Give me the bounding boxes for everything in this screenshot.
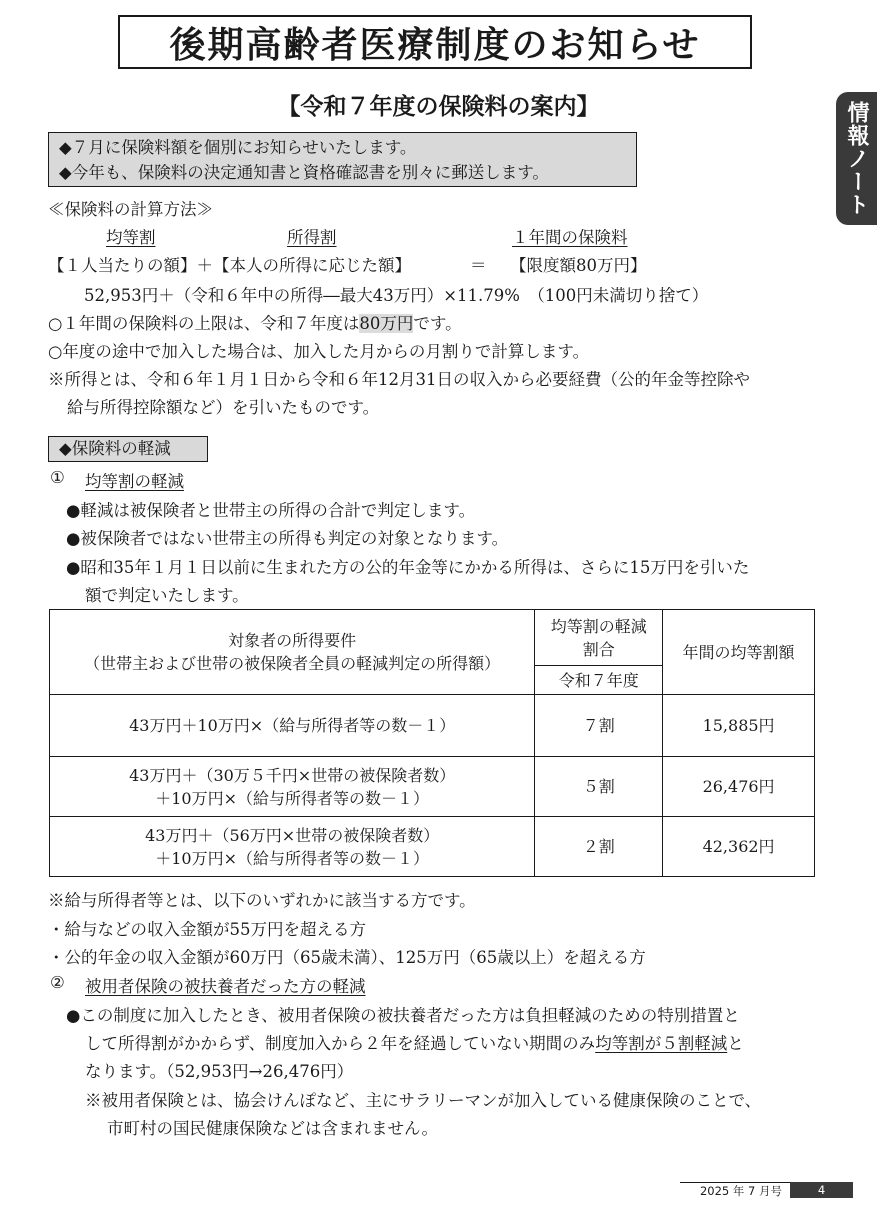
item1-title: 均等割の軽減 (85, 472, 184, 491)
table-header-row (50, 610, 815, 666)
footer-issue-date: 2025 年 7 月号 (680, 1182, 790, 1198)
income-note-2: 給与所得控除額など）を引いたものです。 (67, 398, 380, 417)
table-row (50, 757, 815, 817)
reduction-table (49, 609, 815, 877)
footer-page-number: 4 (790, 1182, 853, 1198)
reduction-bullet-3: ●昭和35年１月１日以前に生まれた方の公的年金等にかかる所得は、さらに15万円を引いた (66, 558, 750, 577)
limit-before: ○１年間の保険料の上限は、令和７年度は (48, 314, 360, 333)
row-requirement: 43万円＋10万円×（給与所得者等の数－１） (50, 695, 535, 757)
row-rate: ７割 (535, 695, 663, 757)
employee-criteria-1: ・給与などの収入金額が55万円を超える方 (48, 920, 366, 939)
limit-line (48, 310, 462, 334)
term-equal: 均等割 (106, 228, 156, 247)
row-requirement: 43万円＋（30万５千円×世帯の被保険者数） ＋10万円×（給与所得者等の数－１） (50, 757, 535, 817)
term-income: 所得割 (287, 228, 337, 247)
side-tab-info-note: 情報ノート (836, 92, 877, 225)
header-rate: 均等割の軽減 割合 (535, 610, 663, 666)
row-rate: ５割 (535, 757, 663, 817)
page-title: 後期高齢者医療制度のお知らせ (118, 15, 752, 69)
row-requirement: 43万円＋（56万円×世帯の被保険者数） ＋10万円×（給与所得者等の数－１） (50, 817, 535, 877)
item2-title: 被用者保険の被扶養者だった方の軽減 (85, 977, 366, 996)
item1-number: ① (50, 468, 65, 487)
item2-line-2: して所得割がかからず、制度加入から２年を経過していない期間のみ均等割が５割軽減と (85, 1034, 744, 1053)
item2-number: ② (50, 973, 65, 992)
reduction-bullet-2: ●被保険者ではない世帯主の所得も判定の対象となります。 (66, 529, 509, 548)
header-amount: 年間の均等割額 (663, 610, 815, 695)
row-rate: ２割 (535, 817, 663, 877)
reduction-bullet-3-cont: 額で判定いたします。 (85, 586, 249, 605)
item2-note-1: ※被用者保険とは、協会けんぽなど、主にサラリーマンが加入している健康保険のことで、 (85, 1091, 762, 1110)
formula-equals: ＝ (470, 256, 487, 275)
table-row (50, 695, 815, 757)
formula-words-b: 【限度額80万円】 (510, 256, 647, 275)
header-year: 令和７年度 (535, 666, 663, 695)
item2-highlight: 均等割が５割軽減 (595, 1034, 728, 1053)
table-row (50, 817, 815, 877)
header-requirement: 対象者の所得要件 （世帯主および世帯の被保険者全員の軽減判定の所得額） (50, 610, 535, 695)
calc-heading: ≪保険料の計算方法≫ (48, 200, 213, 219)
term-annual: １年間の保険料 (512, 228, 628, 247)
item2-line-3: なります。（52,953円→26,476円） (85, 1062, 354, 1081)
notice-line-2: ◆今年も、保険料の決定通知書と資格確認書を別々に郵送します。 (59, 163, 549, 182)
income-note-1: ※所得とは、令和６年１月１日から令和６年12月31日の収入から必要経費（公的年金等控除や (48, 370, 750, 389)
limit-after: です。 (413, 314, 462, 333)
reduction-section-label: ◆保険料の軽減 (48, 436, 208, 462)
page-subtitle: 【令和７年度の保険料の案内】 (277, 94, 600, 120)
row-amount: 42,362円 (663, 817, 815, 877)
item2-note-2: 市町村の国民健康保険などは含まれません。 (107, 1119, 438, 1138)
notice-box (48, 132, 637, 187)
reduction-bullet-1: ●軽減は被保険者と世帯主の所得の合計で判定します。 (66, 501, 476, 520)
notice-line-1: ◆７月に保険料額を個別にお知らせいたします。 (59, 138, 417, 157)
formula-words-a: 【１人当たりの額】＋【本人の所得に応じた額】 (48, 256, 411, 275)
item2-line-1: ●この制度に加入したとき、被用者保険の被扶養者だった方は負担軽減のための特別措置と (66, 1006, 740, 1025)
midyear-note: ○年度の途中で加入した場合は、加入した月からの月割りで計算します。 (48, 342, 590, 361)
formula-numbers: 52,953円＋（令和６年中の所得―最大43万円）×11.79% （100円未満切り捨て） (84, 286, 709, 305)
employee-definition: ※給与所得者等とは、以下のいずれかに該当する方です。 (48, 891, 476, 910)
row-amount: 26,476円 (663, 757, 815, 817)
row-amount: 15,885円 (663, 695, 815, 757)
employee-criteria-2: ・公的年金の収入金額が60万円（65歳未満）、125万円（65歳以上）を超える方 (48, 948, 646, 967)
limit-value: 80万円 (359, 314, 414, 333)
